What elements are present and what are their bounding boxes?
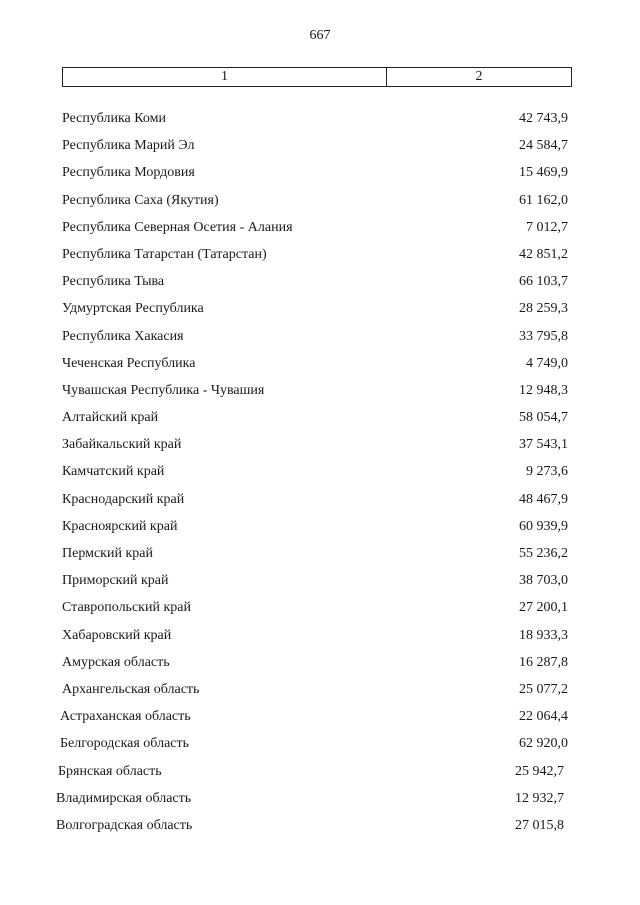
region-value: 28 259,3 — [519, 301, 568, 317]
region-name: Пермский край — [62, 546, 153, 561]
table-row — [0, 435, 640, 462]
table-row — [0, 680, 640, 707]
region-value: 27 200,1 — [519, 600, 568, 616]
region-name: Республика Марий Эл — [62, 138, 195, 154]
region-name: Белгородская область — [60, 736, 190, 752]
table-row — [0, 299, 640, 326]
region-name: Астраханская область — [60, 709, 191, 725]
table-row — [0, 544, 640, 571]
region-name: Чеченская Республика — [62, 355, 196, 371]
region-value: 12 932,7 — [515, 790, 564, 806]
region-value: 33 795,8 — [519, 328, 568, 344]
column-header-1: 1 — [63, 68, 387, 86]
region-value: 7 012,7 — [526, 219, 568, 235]
region-name: Алтайский край — [62, 410, 159, 426]
region-value: 58 054,7 — [519, 410, 568, 426]
region-name: Республика Хакасия — [62, 328, 184, 344]
region-value: 25 077,2 — [519, 681, 568, 697]
region-name: Чувашская Республика - Чувашия — [62, 382, 265, 398]
region-value: 42 743,9 — [519, 111, 568, 126]
table-row — [0, 354, 640, 381]
table-row — [0, 653, 640, 680]
table-row — [0, 734, 640, 761]
region-name: Республика Тыва — [62, 274, 165, 290]
region-name: Республика Мордовия — [62, 165, 195, 181]
region-value: 15 469,9 — [519, 165, 568, 181]
table-row — [0, 136, 640, 163]
region-value: 62 920,0 — [519, 736, 568, 752]
region-name: Приморский край — [62, 573, 169, 589]
region-value: 48 467,9 — [519, 491, 568, 507]
column-header-2: 2 — [475, 69, 483, 84]
region-name: Республика Саха (Якутия) — [62, 192, 219, 208]
region-name: Владимирская область — [56, 790, 192, 806]
table-row — [0, 462, 640, 489]
table-row — [0, 218, 640, 245]
table-row — [0, 109, 640, 136]
table-row — [0, 762, 640, 789]
region-name: Ставропольский край — [62, 600, 191, 616]
table-row — [0, 789, 640, 816]
region-value: 25 942,7 — [515, 763, 564, 779]
region-value: 9 273,6 — [526, 464, 568, 480]
table-row — [0, 816, 640, 843]
table-row — [0, 490, 640, 517]
region-value: 55 236,2 — [519, 546, 568, 561]
table-row — [0, 517, 640, 544]
region-value: 27 015,8 — [515, 817, 564, 833]
table-row — [0, 163, 640, 190]
region-value: 18 933,3 — [519, 627, 568, 643]
table-row — [0, 598, 640, 625]
region-name: Удмуртская Республика — [62, 301, 204, 317]
region-value: 60 939,9 — [519, 518, 568, 534]
region-name: Краснодарский край — [62, 491, 185, 507]
region-name: Республика Северная Осетия - Алания — [62, 219, 293, 235]
table-row — [0, 272, 640, 299]
region-name: Брянская область — [58, 763, 162, 779]
region-name: Республика Коми — [62, 111, 166, 126]
region-name: Волгоградская область — [56, 817, 193, 833]
table-row — [0, 571, 640, 598]
table-row — [0, 191, 640, 218]
region-name: Камчатский край — [62, 464, 165, 480]
region-value: 61 162,0 — [519, 192, 568, 208]
table-row — [0, 626, 640, 653]
region-value: 42 851,2 — [519, 246, 568, 262]
table-row — [0, 327, 640, 354]
region-name: Архангельская область — [62, 681, 200, 697]
region-value: 66 103,7 — [519, 274, 568, 290]
page-number: 667 — [309, 28, 331, 43]
region-value: 24 584,7 — [519, 138, 568, 154]
table-row — [0, 245, 640, 272]
region-name: Забайкальский край — [62, 437, 182, 453]
region-value: 12 948,3 — [519, 382, 568, 398]
region-value: 4 749,0 — [526, 355, 568, 371]
region-name: Красноярский край — [62, 518, 178, 534]
region-name: Республика Татарстан (Татарстан) — [62, 246, 267, 262]
table-header — [62, 67, 572, 87]
table-row — [0, 707, 640, 734]
region-name: Амурская область — [62, 654, 170, 670]
table-row — [0, 408, 640, 435]
region-value: 16 287,8 — [519, 654, 568, 670]
region-name: Хабаровский край — [62, 627, 172, 643]
table-row — [0, 381, 640, 408]
region-value: 22 064,4 — [519, 709, 568, 725]
region-value: 37 543,1 — [519, 437, 568, 453]
table-body — [0, 109, 640, 843]
region-value: 38 703,0 — [519, 573, 568, 589]
